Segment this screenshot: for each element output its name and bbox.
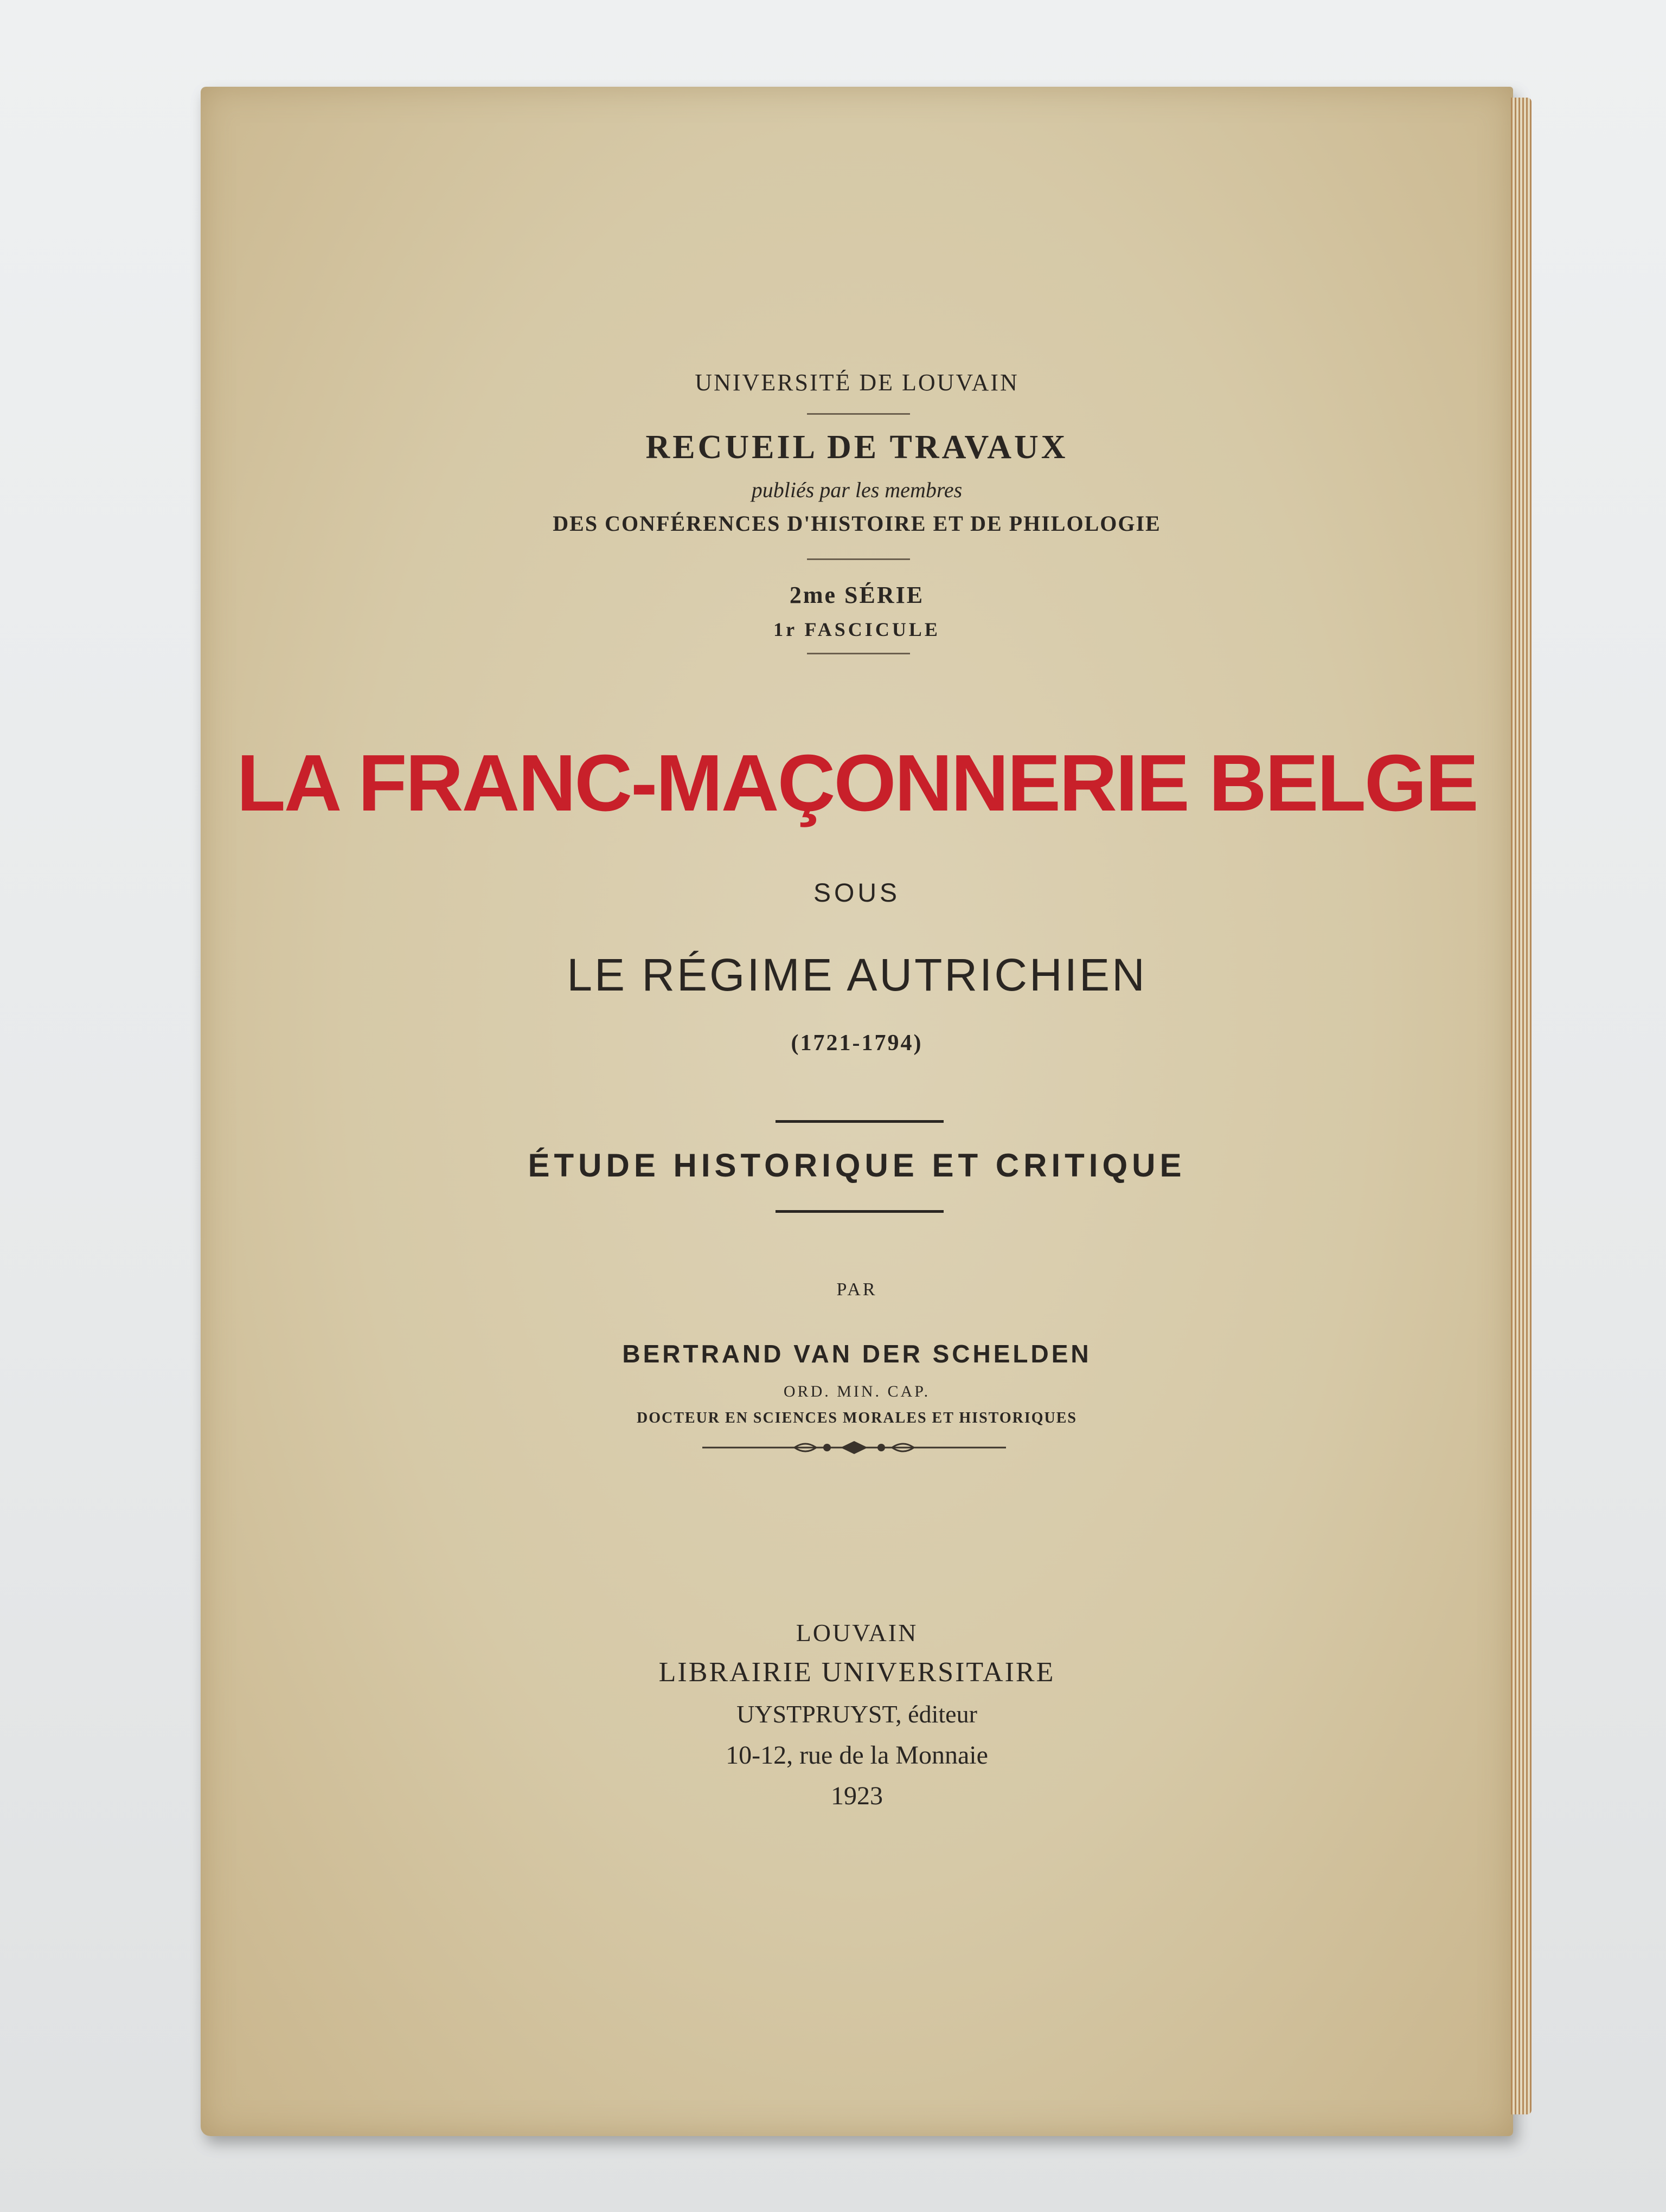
divider (807, 558, 910, 560)
subtitle: ÉTUDE HISTORIQUE ET CRITIQUE (528, 1147, 1186, 1184)
par-label: PAR (836, 1279, 877, 1300)
published-by: publiés par les membres (751, 478, 963, 502)
publisher-editor: UYSTPRUYST, éditeur (736, 1700, 977, 1728)
sous-label: SOUS (813, 879, 901, 908)
book-cover (201, 87, 1513, 2136)
conferences-line: DES CONFÉRENCES D'HISTOIRE ET DE PHILOLOGIE (553, 511, 1161, 536)
author-name: BERTRAND VAN DER SCHELDEN (622, 1340, 1092, 1368)
publication-year: 1923 (831, 1782, 883, 1810)
author-degree: DOCTEUR EN SCIENCES MORALES ET HISTORIQUES (637, 1410, 1077, 1426)
series-title: RECUEIL DE TRAVAUX (645, 429, 1068, 466)
book-title: LA FRANC-MAÇONNERIE BELGE (236, 738, 1477, 828)
publisher-city: LOUVAIN (796, 1619, 918, 1647)
university-name: UNIVERSITÉ DE LOUVAIN (695, 369, 1019, 396)
divider (807, 653, 910, 654)
dates: (1721-1794) (791, 1031, 923, 1056)
author-order: ORD. MIN. CAP. (783, 1382, 931, 1400)
divider (776, 1210, 944, 1213)
regime-title: LE RÉGIME AUTRICHIEN (567, 949, 1147, 1000)
divider (807, 413, 910, 415)
fascicule-label: 1r FASCICULE (773, 619, 940, 640)
ornament-divider (702, 1437, 1006, 1458)
serie-label: 2me SÉRIE (789, 582, 925, 608)
publisher-name: LIBRAIRIE UNIVERSITAIRE (658, 1657, 1055, 1688)
publisher-address: 10-12, rue de la Monnaie (726, 1741, 988, 1770)
divider (776, 1120, 944, 1123)
